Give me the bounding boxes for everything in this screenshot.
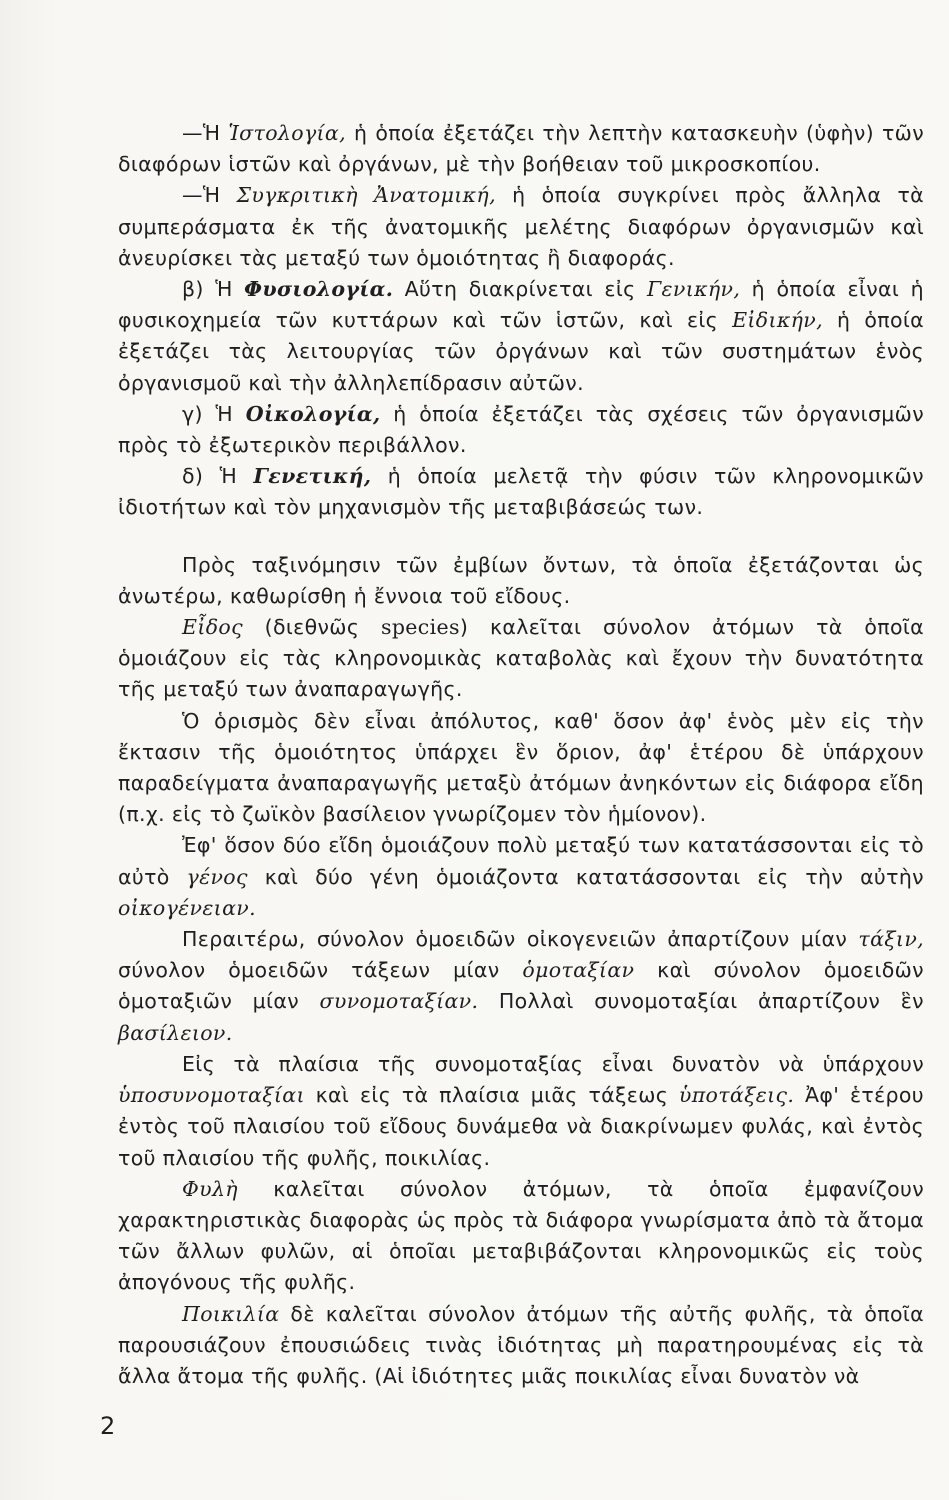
text-run: Πολλαὶ συνομοταξίαι ἀπαρτίζουν ἓν [478, 989, 924, 1014]
paragraph-5 [118, 461, 924, 523]
text-run: —Ἡ [182, 121, 229, 145]
paragraph-9 [118, 830, 924, 924]
text-run: —Ἡ [182, 183, 237, 208]
body-text [118, 118, 924, 1392]
paragraph-3 [118, 274, 924, 399]
text-run: β) Ἡ [182, 277, 245, 302]
italic-term: ὑποσυνομοταξίαι [118, 1083, 305, 1108]
text-run: ἡ ὁποία ἐξετάζει τὰς λειτουργίας τῶν ὀργάνων καὶ τῶν συστημάτων ἑνὸς ὀργανισμοῦ καὶ τὴν ἀλληλεπίδρασιν αὐτῶν. [118, 308, 924, 395]
paragraph-11 [118, 1049, 924, 1174]
text-run: καὶ εἰς τὰ πλαίσια μιᾶς τάξεως [304, 1083, 679, 1108]
text-run: ἡ ὁποία ἐξετάζει τὴν λεπτὴν κατασκευὴν (ὑφὴν) τῶν διαφόρων ἱστῶν καὶ ὀργάνων, μὲ τὴν βοήθειαν τοῦ μικροσκοπίου. [118, 121, 924, 177]
text-run: Ὁ ὁρισμὸς δὲν εἶναι ἀπόλυτος, καθ' ὅσον ἀφ' ἑνὸς μὲν εἰς τὴν ἔκτασιν τῆς ὁμοιότητος ὑπάρχει ἓν ὅριον, ἀφ' ἑτέρου δὲ ὑπάρχουν παραδείγματα ἀναπαραγωγῆς μεταξὺ ἀτόμων ἀνηκόντων εἰς διάφορα εἴδη (π.χ. εἰς τὸ ζωϊκὸν βασίλειον γνωρίζομεν τὸν ἡμίονον). [118, 708, 924, 827]
paragraph-7 [118, 612, 924, 706]
paragraph-8 [118, 706, 924, 831]
italic-term: Ποικιλία [182, 1301, 280, 1326]
paragraph-12 [118, 1174, 924, 1299]
text-run: (διεθνῶς [242, 615, 381, 640]
text-run: Ἐφ' ὅσον δύο εἴδη ὁμοιάζουν πολὺ μεταξύ των κατατάσσονται εἰς τὸ αὐτὸ [118, 833, 924, 889]
text-run: δ) Ἡ [182, 464, 254, 489]
bold-term: Γενετική, [253, 464, 372, 489]
italic-term: τάξιν, [858, 927, 924, 952]
bold-term: Οἰκολογία, [245, 401, 381, 426]
italic-term: Ἱστολογία, [228, 121, 346, 145]
text-run: Εἰς τὰ πλαίσια τῆς συνομοταξίας εἶναι δυνατὸν νὰ ὑπάρχουν [182, 1051, 924, 1076]
text-run: γ) Ἡ [182, 401, 246, 426]
text-run: Περαιτέρω, σύνολον ὁμοειδῶν οἰκογενειῶν ἀπαρτίζουν μίαν [182, 927, 859, 952]
text-run: Πρὸς ταξινόμησιν τῶν ἐμβίων ὄντων, τὰ ὁποῖα ἐξετάζονται ὡς ἀνωτέρω, καθωρίσθη ἡ ἔννοια τοῦ εἴδους. [118, 552, 924, 608]
text-run: Ἀφ' ἑτέρου ἐντὸς τοῦ πλαισίου τοῦ εἴδους δυνάμεθα νὰ διακρίνωμεν φυλάς, καὶ ἐντὸς τοῦ πλαισίου τῆς φυλῆς, ποικιλίας. [118, 1083, 924, 1170]
paragraph-13 [118, 1299, 924, 1393]
italic-term: Συγκριτικὴ Ἀνατομική, [236, 183, 496, 208]
text-run: ἡ ὁποία μελετᾷ τὴν φύσιν τῶν κληρονομικῶν ἰδιοτήτων καὶ τὸν μηχανισμὸν τῆς μεταβιβάσεώς των. [118, 464, 924, 520]
text-run: καὶ σύνολον ὁμοειδῶν ὁμοταξιῶν μίαν [118, 958, 924, 1014]
text-run: ἡ ὁποία ἐξετάζει τὰς σχέσεις τῶν ὀργανισμῶν πρὸς τὸ ἐξωτερικὸν περιβάλλον. [118, 401, 924, 458]
italic-term: συνομοταξίαν. [319, 989, 479, 1014]
italic-term: Φυλὴ [182, 1176, 238, 1201]
paragraph-10 [118, 924, 924, 1049]
text-run: ἡ ὁποία εἶναι ἡ φυσικοχημεία τῶν κυττάρων καὶ τῶν ἱστῶν, καὶ εἰς [118, 277, 924, 333]
italic-term: ὑποτάξεις. [678, 1083, 795, 1108]
text-run: δὲ καλεῖται σύνολον ἀτόμων τῆς αὐτῆς φυλῆς, τὰ ὁποῖα παρουσιάζουν ἐπουσιώδεις τινὰς ἰδιότητας μὴ παρατηρουμένας εἰς τὰ ἄλλα ἄτομα τῆς φυλῆς. (Αἱ ἰδιότητες μιᾶς ποικιλίας εἶναι δυνατὸν νὰ [118, 1301, 924, 1388]
italic-term: οἰκογένειαν. [118, 895, 256, 920]
text-run: καὶ δύο γένη ὁμοιάζοντα κατατάσσονται εἰς τὴν αὐτὴν [247, 864, 924, 889]
text-run: σύνολον ὁμοειδῶν τάξεων μίαν [118, 958, 523, 983]
italic-term: Εἶδος [182, 615, 243, 640]
italic-term: Εἰδικήν, [732, 308, 823, 333]
latin-term: species [380, 615, 460, 640]
text-run: Αὕτη διακρίνεται εἰς [393, 277, 647, 302]
page-number: 2 [100, 1412, 116, 1440]
italic-term: ὁμοταξίαν [522, 958, 635, 983]
paragraph-4 [118, 399, 924, 461]
paragraph-1 [118, 118, 924, 180]
text-run: ) καλεῖται σύνολον ἀτόμων τὰ ὁποῖα ὁμοιάζουν εἰς τὰς κληρονομικὰς καταβολὰς καὶ ἔχουν τὴν δυνατότητα τῆς μεταξύ των ἀναπαραγωγῆς. [118, 615, 924, 702]
bold-term: Φυσιολογία. [244, 277, 394, 302]
italic-term: γένος [186, 864, 248, 889]
paragraph-2 [118, 180, 924, 274]
text-run: καλεῖται σύνολον ἀτόμων, τὰ ὁποῖα ἐμφανίζουν χαρακτηριστικὰς διαφορὰς ὡς πρὸς τὰ διάφορα γνωρίσματα ἀπὸ τὰ ἄτομα τῶν ἄλλων φυλῶν, αἱ ὁποῖαι μεταβιβάζονται κληρονομικῶς εἰς τοὺς ἀπογόνους τῆς φυλῆς. [118, 1176, 924, 1295]
italic-term: Γενικήν, [646, 277, 741, 302]
text-run: ἡ ὁποία συγκρίνει πρὸς ἄλληλα τὰ συμπεράσματα ἐκ τῆς ἀνατομικῆς μελέτης διαφόρων ὀργανισμῶν καὶ ἀνευρίσκει τὰς μεταξύ των ὁμοιότητας ἢ διαφοράς. [118, 183, 925, 270]
italic-term: βασίλειον. [118, 1020, 233, 1045]
paragraph-6 [118, 550, 924, 612]
